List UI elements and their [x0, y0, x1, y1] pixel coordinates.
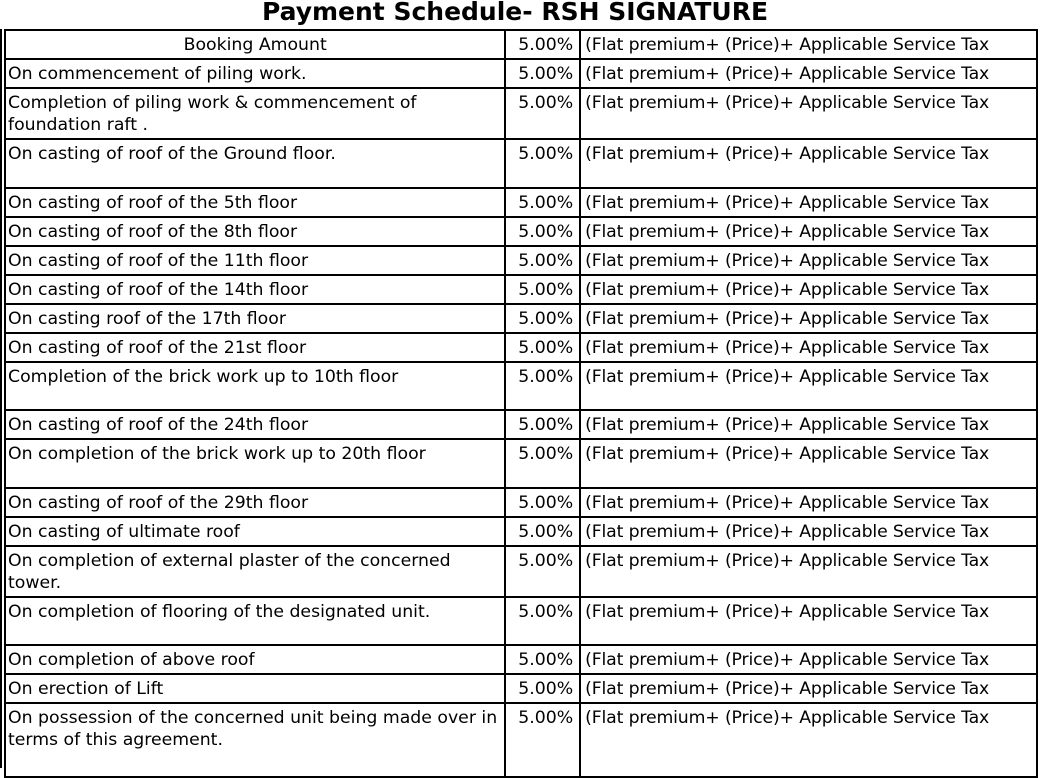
- table-row: [5, 362, 1037, 411]
- table-row: [5, 30, 1037, 59]
- table-row: [5, 275, 1037, 304]
- stage-cell: On completion of flooring of the designated unit.: [5, 597, 505, 646]
- percent-cell: 5.00%: [505, 488, 580, 517]
- terms-cell: (Flat premium+ (Price)+ Applicable Service Tax: [580, 217, 1037, 246]
- terms-cell: (Flat premium+ (Price)+ Applicable Service Tax: [580, 246, 1037, 275]
- table-row: [5, 59, 1037, 88]
- terms-cell: (Flat premium+ (Price)+ Applicable Service Tax: [580, 488, 1037, 517]
- percent-cell: 5.00%: [505, 217, 580, 246]
- stage-cell: On completion of above roof: [5, 645, 505, 674]
- terms-cell: (Flat premium+ (Price)+ Applicable Service Tax: [580, 597, 1037, 646]
- payment-schedule-table: [4, 29, 1038, 778]
- terms-cell: (Flat premium+ (Price)+ Applicable Service Tax: [580, 88, 1037, 139]
- terms-cell: (Flat premium+ (Price)+ Applicable Service Tax: [580, 362, 1037, 411]
- percent-cell: 5.00%: [505, 645, 580, 674]
- stage-cell: On casting of roof of the 5th floor: [5, 188, 505, 217]
- stage-cell: On casting of roof of the Ground floor.: [5, 139, 505, 188]
- stage-cell: On casting of roof of the 21st floor: [5, 333, 505, 362]
- stage-cell: On casting of roof of the 29th floor: [5, 488, 505, 517]
- terms-cell: (Flat premium+ (Price)+ Applicable Service Tax: [580, 333, 1037, 362]
- terms-cell: (Flat premium+ (Price)+ Applicable Service Tax: [580, 439, 1037, 488]
- percent-cell: 5.00%: [505, 88, 580, 139]
- stage-cell: On possession of the concerned unit being made over in terms of this agreement.: [5, 703, 505, 777]
- terms-cell: (Flat premium+ (Price)+ Applicable Service Tax: [580, 275, 1037, 304]
- percent-cell: 5.00%: [505, 333, 580, 362]
- stage-cell: On commencement of piling work.: [5, 59, 505, 88]
- terms-cell: (Flat premium+ (Price)+ Applicable Service Tax: [580, 59, 1037, 88]
- stage-cell: Booking Amount: [5, 30, 505, 59]
- terms-cell: (Flat premium+ (Price)+ Applicable Service Tax: [580, 703, 1037, 777]
- percent-cell: 5.00%: [505, 139, 580, 188]
- table-row: [5, 546, 1037, 597]
- stage-cell: On casting of roof of the 11th floor: [5, 246, 505, 275]
- stage-cell: On casting of ultimate roof: [5, 517, 505, 546]
- terms-cell: (Flat premium+ (Price)+ Applicable Service Tax: [580, 188, 1037, 217]
- table-row: [5, 188, 1037, 217]
- percent-cell: 5.00%: [505, 439, 580, 488]
- percent-cell: 5.00%: [505, 304, 580, 333]
- percent-cell: 5.00%: [505, 674, 580, 703]
- table-row: [5, 488, 1037, 517]
- table-row: [5, 246, 1037, 275]
- table-row: [5, 88, 1037, 139]
- terms-cell: (Flat premium+ (Price)+ Applicable Service Tax: [580, 139, 1037, 188]
- stage-cell: On casting roof of the 17th floor: [5, 304, 505, 333]
- terms-cell: (Flat premium+ (Price)+ Applicable Service Tax: [580, 30, 1037, 59]
- stage-cell: On casting of roof of the 24th floor: [5, 410, 505, 439]
- table-row: [5, 597, 1037, 646]
- percent-cell: 5.00%: [505, 517, 580, 546]
- stage-cell: On completion of external plaster of the concerned tower.: [5, 546, 505, 597]
- terms-cell: (Flat premium+ (Price)+ Applicable Service Tax: [580, 517, 1037, 546]
- terms-cell: (Flat premium+ (Price)+ Applicable Service Tax: [580, 674, 1037, 703]
- percent-cell: 5.00%: [505, 546, 580, 597]
- stage-cell: On erection of Lift: [5, 674, 505, 703]
- page-title: Payment Schedule- RSH SIGNATURE: [261, 0, 769, 26]
- percent-cell: 5.00%: [505, 59, 580, 88]
- table-row: [5, 439, 1037, 488]
- terms-cell: (Flat premium+ (Price)+ Applicable Service Tax: [580, 410, 1037, 439]
- stage-cell: On casting of roof of the 8th floor: [5, 217, 505, 246]
- percent-cell: 5.00%: [505, 188, 580, 217]
- table-row: [5, 645, 1037, 674]
- table-row: [5, 410, 1037, 439]
- stage-cell: Completion of the brick work up to 10th floor: [5, 362, 505, 411]
- table-row: [5, 703, 1037, 777]
- percent-cell: 5.00%: [505, 246, 580, 275]
- terms-cell: (Flat premium+ (Price)+ Applicable Service Tax: [580, 546, 1037, 597]
- percent-cell: 5.00%: [505, 597, 580, 646]
- terms-cell: (Flat premium+ (Price)+ Applicable Service Tax: [580, 645, 1037, 674]
- table-row: [5, 333, 1037, 362]
- table-row: [5, 674, 1037, 703]
- percent-cell: 5.00%: [505, 30, 580, 59]
- table-row: [5, 139, 1037, 188]
- table-row: [5, 304, 1037, 333]
- percent-cell: 5.00%: [505, 362, 580, 411]
- percent-cell: 5.00%: [505, 410, 580, 439]
- percent-cell: 5.00%: [505, 703, 580, 777]
- stage-cell: Completion of piling work & commencement of foundation raft .: [5, 88, 505, 139]
- stage-cell: On completion of the brick work up to 20th floor: [5, 439, 505, 488]
- terms-cell: (Flat premium+ (Price)+ Applicable Service Tax: [580, 304, 1037, 333]
- table-row: [5, 517, 1037, 546]
- stage-cell: On casting of roof of the 14th floor: [5, 275, 505, 304]
- table-row: [5, 217, 1037, 246]
- percent-cell: 5.00%: [505, 275, 580, 304]
- left-border-line: [0, 29, 2, 768]
